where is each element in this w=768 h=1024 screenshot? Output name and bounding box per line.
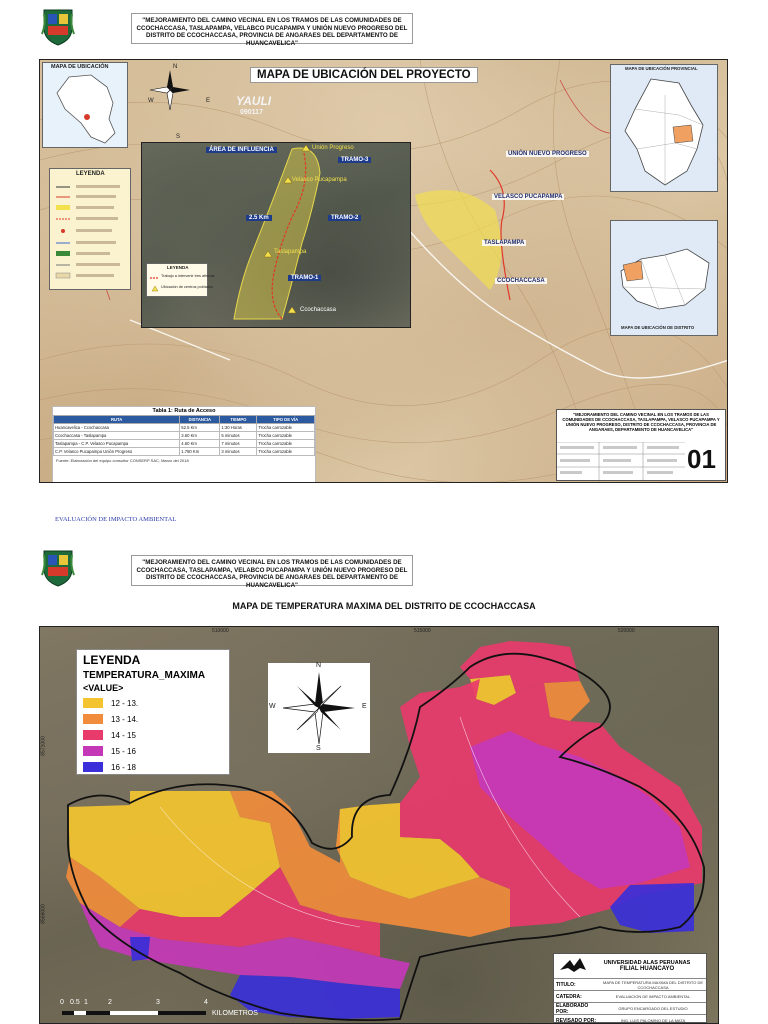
cartouche-university: UNIVERSIDAD ALAS PERUANAS — [603, 960, 691, 966]
legend-item — [83, 695, 229, 711]
scale-label: 0 — [60, 999, 64, 1006]
table-cell: 3 minutos — [220, 448, 257, 456]
project-title: "MEJORAMIENTO DEL CAMINO VECINAL EN LOS TRAMOS DE LAS COMUNIDADES DE CCOCHACCASA, TASLAPAMPA, VELABCO PUCAPAMPA Y UNIÓN NUEVO PROGRESO DEL DISTRITO DE CCOCHACCASA, PROVINCIA DE ANGARAES DEL DEPARTAMENTO DE HUANCAVELICA" — [136, 17, 408, 47]
inset-district-title: MAPA DE UBICACIÓN DE DISTRITO — [621, 325, 695, 330]
route-col-header: TIPO DE VÍA — [257, 416, 315, 424]
cartouche-grid — [557, 442, 685, 480]
route-table-title: Tabla 1: Ruta de Acceso — [152, 408, 216, 414]
table-cell: Trocha carrozable — [257, 440, 315, 448]
table-cell: 4.60 Km — [180, 440, 220, 448]
route-col-header: RUTA — [54, 416, 180, 424]
south-letter: S — [176, 134, 181, 140]
legend-swatch-14-15 — [83, 730, 103, 740]
legend-item-label: 16 - 18 — [111, 762, 136, 772]
north-letter: N — [173, 64, 178, 70]
north-arrow-icon — [148, 68, 192, 112]
university-logo-icon — [558, 956, 588, 976]
district-outline — [615, 235, 715, 323]
photo-legend-item-towns: Ubicación de centros poblados — [161, 285, 213, 289]
scale-label: 2 — [108, 999, 112, 1006]
photo-town-velasco-pucapampa: Velasco Pucapampa — [292, 177, 347, 183]
legend-item — [83, 759, 229, 775]
east-letter: E — [206, 98, 211, 104]
photo-legend-symbols — [150, 274, 160, 294]
map-cartouche — [556, 409, 726, 481]
project-title-box — [131, 13, 413, 47]
legend-item-label: 13 - 14. — [111, 714, 139, 724]
table-cell: Trocha carrozable — [257, 432, 315, 440]
route-col-header: DISTANCIA — [180, 416, 220, 424]
scale-label: 3 — [156, 999, 160, 1006]
table-cell: 1.780 Km — [180, 448, 220, 456]
table-cell: Trocha carrozable — [257, 448, 315, 456]
legend-item-label: 12 - 13. — [111, 698, 139, 708]
sheet-number: 01 — [687, 444, 716, 474]
temperature-map — [39, 626, 719, 1024]
photo-town-union-progreso: Unión Progreso — [312, 145, 354, 151]
cartouche-header — [554, 954, 706, 978]
town-union-nuevo-progreso: UNIÓN NUEVO PROGRESO — [508, 151, 587, 157]
legend-swatch-15-16 — [83, 746, 103, 756]
temperature-legend-value: <VALUE> — [83, 683, 124, 693]
temperature-legend — [76, 649, 230, 775]
town-ccochaccasa: CCOCHACCASA — [497, 278, 545, 284]
photo-legend-item-route: Trabajo a intervenir tres afirmas — [161, 274, 215, 278]
inset-location-title: MAPA DE UBICACIÓN — [51, 64, 109, 70]
influence-area-overlay — [142, 143, 410, 327]
photo-town-taslapampa: Taslapampa — [274, 249, 307, 255]
cartouche-row — [554, 1014, 706, 1024]
temperature-legend-layer: TEMPERATURA_MAXIMA — [83, 670, 206, 681]
grid-y-label: 8566000 — [40, 904, 47, 924]
location-map — [39, 59, 728, 483]
route-table-panel — [52, 406, 316, 483]
table-cell: Taslapampa - C.P. Velasco Pucapampa — [54, 440, 180, 448]
cartouche-key: CATEDRA: — [556, 993, 582, 1000]
table-cell: 5 minutos — [220, 432, 257, 440]
town-taslapampa: TASLAPAMPA — [484, 240, 525, 246]
legend-symbols — [54, 181, 128, 287]
provincial-outline — [621, 75, 711, 189]
cartouche-row — [554, 1002, 706, 1014]
legend-title: LEYENDA — [76, 171, 105, 177]
temperature-cartouche — [553, 953, 707, 1023]
route-table-source: Fuente: Elaboración del equipo consultor CONSERP SAC, Marzo del 2018 — [56, 458, 189, 463]
tramo-2-label: TRAMO-2 — [328, 215, 361, 221]
table-cell: Ccochaccasa - Taslapampa — [54, 432, 180, 440]
table-cell: Trocha carrozable — [257, 424, 315, 432]
scale-label: 1 — [84, 999, 88, 1006]
photo-town-ccochaccasa: Ccochaccasa — [300, 307, 337, 313]
compass-w: W — [269, 703, 276, 710]
influence-area-label: ÁREA DE INFLUENCIA — [206, 147, 277, 153]
inset-district-map — [610, 220, 718, 336]
cartouche-row — [554, 990, 706, 1002]
cartouche-key: REVISADO POR: — [556, 1017, 597, 1024]
yauli-code-label: 090117 — [240, 109, 263, 116]
cartouche-value: GRUPO ENCARGADO DEL ESTUDIO — [618, 1006, 688, 1011]
temperature-legend-title: LEYENDA — [83, 653, 141, 667]
table-cell: C.P. Velasco Pucapampa Unión Progreso — [54, 448, 180, 456]
cartouche-branch: FILIAL HUANCAYO — [619, 966, 675, 972]
yauli-label: YAULI — [236, 94, 272, 108]
cartouche-value: MAPA DE TEMPERATURA MAXIMA DEL DISTRITO DE CCOCHACCASA — [602, 979, 704, 990]
legend-item — [83, 727, 229, 743]
university-crest-logo — [40, 4, 76, 46]
cartouche-heading: "MEJORAMIENTO DEL CAMINO VECINAL EN LOS TRAMOS DE LAS COMUNIDADES DE CCOCHACCASA, TASLAPAMPA, VELASCO PUCAPAMPA Y UNIÓN NUEVO PROGRESO, DISTRITO DE CCOCHACCASA, PROVINCIA DE ANGARAES, DEPARTAMENTO DE HUANCAVELICA" — [562, 412, 720, 432]
map-title: MAPA DE UBICACIÓN DEL PROYECTO — [250, 67, 478, 83]
scale-unit: KILOMETROS — [212, 1010, 258, 1017]
table-cell: 3.60 Km — [180, 432, 220, 440]
west-letter: W — [148, 98, 154, 104]
compass-n: N — [316, 662, 322, 669]
table-row — [54, 448, 315, 456]
cartouche-row — [554, 978, 706, 990]
compass-s: S — [316, 745, 321, 752]
tramo-1-label: TRAMO-1 — [288, 275, 321, 281]
cartouche-key: ELABORADO POR: — [556, 1002, 589, 1015]
legend-swatch-13-14 — [83, 714, 103, 724]
peru-outline — [51, 73, 121, 145]
inset-location-map — [42, 62, 128, 148]
photo-legend — [146, 263, 215, 297]
cartouche-value: ING. LUIS PALOMINO DE LA MATA — [620, 1018, 686, 1023]
project-title-box-2 — [131, 555, 413, 589]
grid-x-label: 510000 — [212, 628, 229, 634]
table-row — [54, 440, 315, 448]
scale-label: 4 — [204, 999, 208, 1006]
photo-legend-title: LEYENDA — [167, 265, 189, 270]
table-row — [54, 432, 315, 440]
document-footer: EVALUACIÓN DE IMPACTO AMBIENTAL — [55, 516, 177, 523]
legend-item — [83, 743, 229, 759]
compass-rose-panel — [268, 663, 370, 753]
temperature-map-title: MAPA DE TEMPERATURA MAXIMA DEL DISTRITO DE CCOCHACCASA — [232, 601, 536, 611]
grid-x-label: 515000 — [414, 628, 431, 634]
scale-label: 0.5 — [70, 999, 80, 1006]
project-title-2: "MEJORAMIENTO DEL CAMINO VECINAL EN LOS TRAMOS DE LAS COMUNIDADES DE CCOCHACCASA, TASLAPAMPA, VELABCO PUCAPAMPA Y UNIÓN NUEVO PROGRESO DEL DISTRITO DE CCOCHACCASA, PROVINCIA DE ANGARAES DEL DEPARTAMENTO DE HUANCAVELICA" — [136, 559, 408, 589]
table-cell: 52.5 Km — [180, 424, 220, 432]
university-crest-logo — [40, 545, 76, 587]
route-table — [53, 415, 315, 456]
town-velasco-pucapampa: VELASCO PUCAPAMPA — [494, 194, 563, 200]
inset-provincial-map — [610, 64, 718, 192]
route-col-header: TIEMPO — [220, 416, 257, 424]
satellite-photo-inset — [141, 142, 411, 328]
location-legend — [49, 168, 131, 290]
legend-item — [83, 711, 229, 727]
legend-swatch-16-18 — [83, 762, 103, 772]
tramo-3-label: TRAMO-3 — [338, 157, 371, 163]
legend-swatch-12-13 — [83, 698, 103, 708]
table-cell: 1:30 Horas — [220, 424, 257, 432]
legend-item-label: 15 - 16 — [111, 746, 136, 756]
grid-x-label: 520000 — [618, 628, 635, 634]
cartouche-value: EVALUACION DE IMPACTO AMBIENTAL — [615, 994, 691, 999]
compass-rose-icon — [279, 668, 359, 748]
table-cell: 7 minutos — [220, 440, 257, 448]
cartouche-key: TITULO: — [556, 981, 576, 988]
distance-label: 2.5 Km — [246, 215, 272, 221]
compass-e: E — [362, 703, 367, 710]
table-row — [54, 424, 315, 432]
grid-y-label: 8571000 — [40, 736, 47, 756]
legend-item-label: 14 - 15 — [111, 730, 136, 740]
table-cell: Huancavelica - Ccochaccasa — [54, 424, 180, 432]
inset-provincial-title: MAPA DE UBICACIÓN PROVINCIAL — [625, 66, 698, 71]
